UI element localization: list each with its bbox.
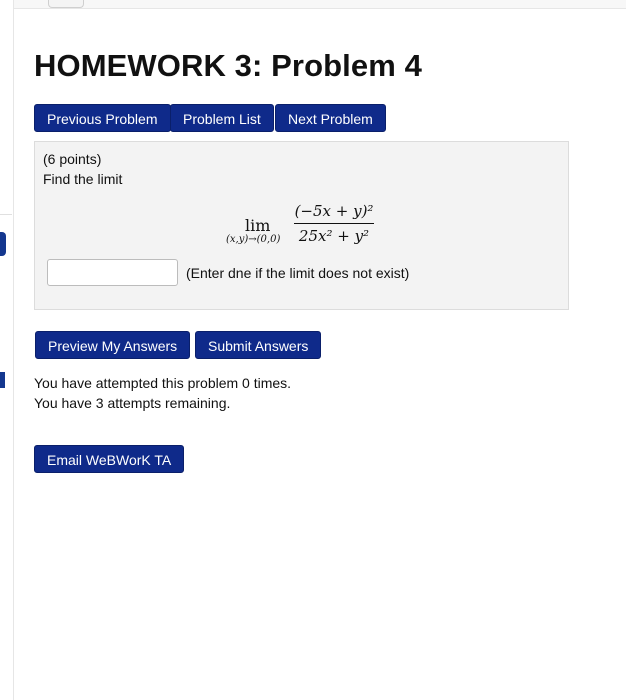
top-toolbar	[14, 0, 626, 9]
left-sidebar-strip	[0, 0, 14, 700]
problem-list-button[interactable]: Problem List	[170, 104, 274, 132]
limit-operator: lim	[245, 216, 271, 235]
fraction-bar	[294, 223, 374, 224]
problem-prompt: Find the limit	[43, 171, 123, 187]
previous-problem-button[interactable]: Previous Problem	[34, 104, 171, 132]
sidebar-indicator	[0, 372, 5, 388]
page-title: HOMEWORK 3: Problem 4	[34, 48, 422, 83]
sidebar-toggle-tab[interactable]	[0, 232, 6, 256]
preview-answers-button[interactable]: Preview My Answers	[35, 331, 190, 359]
attempts-status: You have attempted this problem 0 times.	[34, 375, 292, 391]
submit-answers-button[interactable]: Submit Answers	[195, 331, 321, 359]
fraction-denominator: 25x² + y²	[298, 227, 370, 245]
sidebar-divider	[0, 214, 12, 215]
limit-subscript: (x,y)→(0,0)	[226, 234, 281, 245]
next-problem-button[interactable]: Next Problem	[275, 104, 386, 132]
problem-points: (6 points)	[43, 151, 102, 167]
limit-fraction	[294, 202, 374, 245]
fraction-numerator: (−5x + y)²	[294, 202, 374, 220]
attempts-remaining: You have 3 attempts remaining.	[34, 395, 231, 411]
email-ta-button[interactable]: Email WeBWorK TA	[34, 445, 184, 473]
toolbar-button[interactable]	[48, 0, 84, 8]
answer-hint: (Enter dne if the limit does not exist)	[186, 265, 410, 281]
answer-input[interactable]	[47, 259, 178, 286]
